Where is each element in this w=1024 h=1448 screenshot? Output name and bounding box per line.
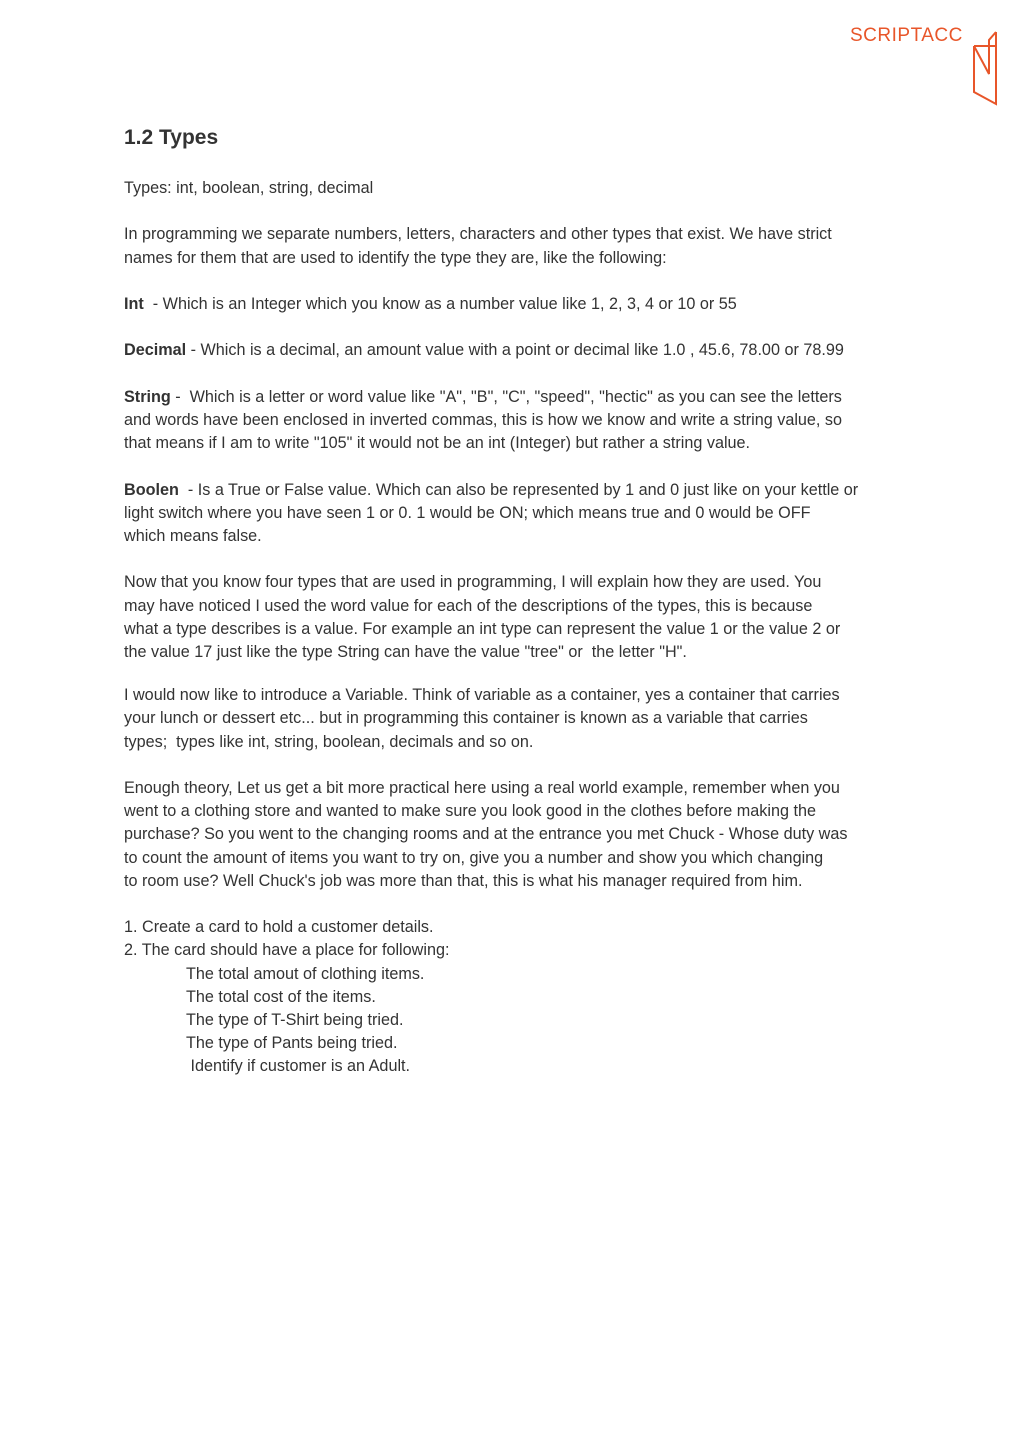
intro-paragraph: [124, 223, 914, 269]
usage-paragraph: [124, 571, 914, 664]
types-summary: Types: int, boolean, string, decimal: [124, 179, 374, 197]
usage-line: what a type describes is a value. For example an int type can represent the value 1 or the value 2 or: [124, 619, 841, 638]
definition-term: Boolen: [124, 480, 179, 499]
example-line: to count the amount of items you want to try on, give you a number and show you which changing: [124, 848, 824, 867]
list-item: 2. The card should have a place for following:: [124, 941, 450, 960]
document-body: [124, 124, 914, 1079]
scriptacc-logo: [848, 22, 1002, 108]
definition-text: - Which is a decimal, an amount value with a point or decimal like 1.0 , 45.6, 78.00 or 78.99: [186, 341, 844, 360]
definition-term: Int: [124, 294, 144, 313]
definition-line: [124, 386, 914, 409]
variable-line: your lunch or dessert etc... but in programming this container is known as a variable that carries: [124, 709, 808, 728]
definition-term: String: [124, 387, 171, 406]
logo-text: SCRIPTACC: [850, 25, 963, 46]
definition-line: and words have been enclosed in inverted commas, this is how we know and write a string value, so: [124, 410, 843, 429]
example-line: went to a clothing store and wanted to make sure you look good in the clothes before making the: [124, 802, 816, 821]
variable-line: I would now like to introduce a Variable. Think of variable as a container, yes a container that carries: [124, 686, 840, 705]
scriptacc-logo-graphic: [848, 22, 1002, 108]
definition-int: [124, 293, 914, 316]
list-subitem: Identify if customer is an Adult.: [186, 1057, 411, 1076]
usage-line: the value 17 just like the type String can have the value "tree" or the letter "H".: [124, 642, 687, 661]
definition-line: [124, 339, 914, 362]
usage-line: Now that you know four types that are used in programming, I will explain how they are used. You: [124, 573, 822, 592]
example-paragraph: [124, 777, 914, 893]
requirements-list: [124, 916, 914, 1078]
logo-mark-inner: [974, 32, 996, 74]
list-item: 1. Create a card to hold a customer details.: [124, 918, 434, 937]
variable-line: types; types like int, string, boolean, decimals and so on.: [124, 732, 534, 751]
definition-decimal: [124, 339, 914, 362]
definition-text: - Is a True or False value. Which can also be represented by 1 and 0 just like on your kettle or: [178, 480, 859, 499]
intro-line: names for them that are used to identify the type they are, like the following:: [124, 248, 667, 267]
section-heading: 1.2 Types: [124, 126, 219, 149]
definition-text: - Which is an Integer which you know as a number value like 1, 2, 3, 4 or 10 or 55: [143, 294, 737, 313]
list-subitem: The total cost of the items.: [186, 987, 376, 1006]
definition-line: light switch where you have seen 1 or 0. 1 would be ON; which means true and 0 would be OFF: [124, 503, 811, 522]
list-subitem: The type of T-Shirt being tried.: [186, 1010, 404, 1029]
definition-line: that means if I am to write "105" it would not be an int (Integer) but rather a string value.: [124, 434, 751, 453]
definition-text: - Which is a letter or word value like "A", "B", "C", "speed", "hectic" as you can see the letters: [170, 387, 842, 406]
example-line: to room use? Well Chuck's job was more than that, this is what his manager required from him.: [124, 871, 803, 890]
definition-boolen: [124, 479, 914, 549]
variable-paragraph: [124, 684, 914, 754]
usage-line: may have noticed I used the word value for each of the descriptions of the types, this is because: [124, 596, 813, 615]
example-line: Enough theory, Let us get a bit more practical here using a real world example, remember when you: [124, 778, 840, 797]
definition-line: [124, 293, 914, 316]
list-subitem: The total amout of clothing items.: [186, 964, 425, 983]
definition-line: which means false.: [124, 526, 262, 545]
list-subitem: The type of Pants being tried.: [186, 1034, 398, 1053]
example-line: purchase? So you went to the changing rooms and at the entrance you met Chuck - Whose duty was: [124, 825, 848, 844]
intro-line: In programming we separate numbers, letters, characters and other types that exist. We have strict: [124, 225, 832, 244]
definition-line: [124, 479, 914, 502]
definition-string: [124, 386, 914, 456]
definition-term: Decimal: [124, 341, 187, 360]
